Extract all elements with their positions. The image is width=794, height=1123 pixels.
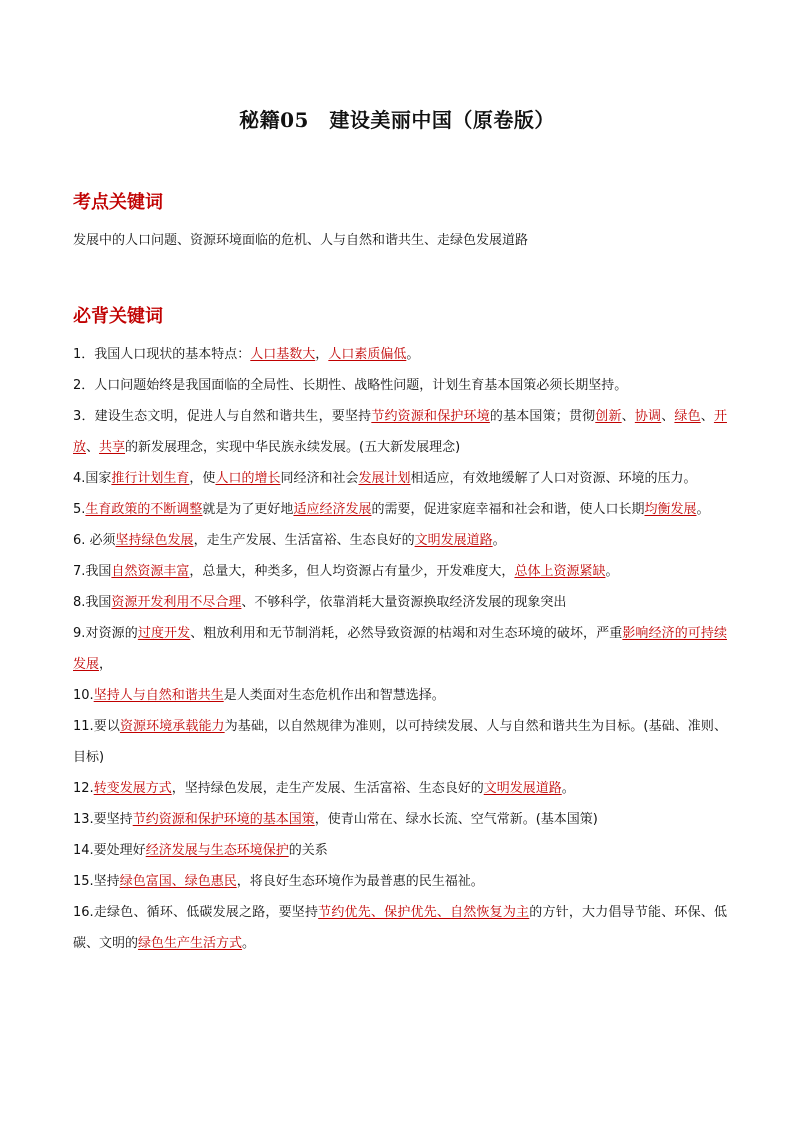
item-text: ，走生产发展、生活富裕、生态良好的 <box>193 533 415 548</box>
item-text: 、粗放利用和无节制消耗，必然导致资源的枯竭和对生态环境的破坏，严重 <box>190 626 623 641</box>
highlighted-keyword: 总体上资源紧缺 <box>514 564 606 579</box>
item-text: 3．建设生态文明，促进人与自然和谐共生，要坚持 <box>73 409 372 424</box>
list-item <box>73 556 727 587</box>
item-text: 同经济和社会 <box>280 471 359 486</box>
list-item <box>73 897 727 959</box>
item-text: ，将良好生态环境作为最普惠的民生福祉。 <box>236 874 484 889</box>
highlighted-keyword: 影响经济的可持续发展 <box>73 626 727 672</box>
item-text: 14.要处理好 <box>73 843 146 858</box>
highlighted-keyword: 人口素质偏低 <box>328 347 407 362</box>
highlighted-keyword: 过度开发 <box>137 626 191 641</box>
item-text: 相适应，有效地缓解了人口对资源、环境的压力。 <box>410 471 697 486</box>
item-text: ，总量大，种类多，但人均资源占有量少，开发难度大， <box>189 564 515 579</box>
item-text: 13.要坚持 <box>73 812 133 827</box>
item-text: 1．我国人口现状的基本特点： <box>73 347 251 362</box>
highlighted-keyword: 节约优先、保护优先、自然恢复为主 <box>318 905 530 920</box>
list-item <box>73 835 727 866</box>
item-text: 6. 必须 <box>73 533 116 548</box>
item-text: 是人类面对生态危机作出和智慧选择。 <box>223 688 445 703</box>
item-text: 2．人口问题始终是我国面临的全局性、长期性、战略性问题，计划生育基本国策必须长期坚持。 <box>73 378 628 393</box>
list-item <box>73 866 727 897</box>
list-item <box>73 463 727 494</box>
highlighted-keyword: 绿色富国、绿色惠民 <box>119 874 237 889</box>
item-text: 7.我国 <box>73 564 112 579</box>
item-text: 。 <box>406 347 420 362</box>
highlighted-keyword: 开放 <box>73 409 727 455</box>
item-text: 、 <box>621 409 635 424</box>
highlighted-keyword: 协调 <box>634 409 662 424</box>
highlighted-keyword: 坚持人与自然和谐共生 <box>93 688 224 703</box>
item-text: 的关系 <box>288 843 328 858</box>
item-text: 11.要以 <box>73 719 120 734</box>
highlighted-keyword: 共享 <box>99 440 126 455</box>
item-text: 。 <box>242 936 256 951</box>
highlighted-keyword: 文明发展道路 <box>414 533 493 548</box>
item-text: 16.走绿色、循环、低碳发展之路，要坚持 <box>73 905 319 920</box>
item-text: 就是为了更好地 <box>202 502 294 517</box>
list-item <box>73 711 727 773</box>
item-text: 、 <box>700 409 714 424</box>
exam-keywords-text: 发展中的人口问题、资源环境面临的危机、人与自然和谐共生、走绿色发展道路 <box>73 233 529 248</box>
highlighted-keyword: 适应经济发展 <box>293 502 372 517</box>
item-text: 10. <box>73 688 94 703</box>
list-item <box>73 494 727 525</box>
item-text: 的新发展理念，实现中华民族永续发展。(五大新发展理念) <box>125 440 461 455</box>
item-text: ，使 <box>189 471 216 486</box>
item-text: 。 <box>492 533 506 548</box>
highlighted-keyword: 生育政策的不断调整 <box>85 502 203 517</box>
list-item <box>73 401 727 463</box>
item-text: 、不够科学，依靠消耗大量资源换取经济发展的现象突出 <box>241 595 567 610</box>
list-item <box>73 804 727 835</box>
list-item <box>73 587 727 618</box>
section-heading-must-memorize: 必背关键词 <box>73 306 163 327</box>
highlighted-keyword: 坚持绿色发展 <box>115 533 194 548</box>
highlighted-keyword: 自然资源丰富 <box>111 564 190 579</box>
item-text: 、 <box>86 440 100 455</box>
item-text: 、 <box>661 409 675 424</box>
highlighted-keyword: 绿色 <box>674 409 701 424</box>
list-item <box>73 339 727 370</box>
highlighted-keyword: 均衡发展 <box>644 502 697 517</box>
item-text: 15.坚持 <box>73 874 120 889</box>
highlighted-keyword: 推行计划生育 <box>111 471 190 486</box>
list-item <box>73 370 727 401</box>
list-item <box>73 525 727 556</box>
item-text: 5. <box>73 502 86 517</box>
highlighted-keyword: 人口基数大 <box>250 347 316 362</box>
page-title: 秘籍05 建设美丽中国（原卷版） <box>239 108 555 132</box>
highlighted-keyword: 转变发展方式 <box>93 781 172 796</box>
highlighted-keyword: 节约资源和保护环境 <box>371 409 490 424</box>
item-text: 。 <box>561 781 575 796</box>
section-heading-exam-keywords: 考点关键词 <box>73 192 163 213</box>
item-text: 。 <box>605 564 619 579</box>
item-text: 12. <box>73 781 94 796</box>
highlighted-keyword: 发展计划 <box>358 471 411 486</box>
item-text: 8.我国 <box>73 595 112 610</box>
item-text: 为基础，以自然规律为准则，以可持续发展、人与自然和谐共生为目标。(基础、准则、目标) <box>73 719 727 765</box>
highlighted-keyword: 资源环境承载能力 <box>119 719 225 734</box>
item-text: 的需要，促进家庭幸福和社会和谐，使人口长期 <box>371 502 645 517</box>
list-item <box>73 773 727 804</box>
item-text: ，使青山常在、绿水长流、空气常新。(基本国策) <box>314 812 598 827</box>
item-text: 。 <box>696 502 710 517</box>
item-text: ， <box>315 347 329 362</box>
highlighted-keyword: 资源开发利用不尽合理 <box>111 595 242 610</box>
list-item <box>73 618 727 680</box>
highlighted-keyword: 绿色生产生活方式 <box>138 936 243 951</box>
keyword-list <box>73 339 727 959</box>
highlighted-keyword: 创新 <box>595 409 622 424</box>
list-item <box>73 680 727 711</box>
item-text: ， <box>99 657 113 672</box>
item-text: 的基本国策；贯彻 <box>489 409 596 424</box>
item-text: 9.对资源的 <box>73 626 138 641</box>
highlighted-keyword: 人口的增长 <box>215 471 281 486</box>
highlighted-keyword: 节约资源和保护环境的基本国策 <box>132 812 315 827</box>
highlighted-keyword: 经济发展与生态环境保护 <box>145 843 289 858</box>
item-text: 的方针，大力倡导节能、环保、低碳、文明的 <box>73 905 727 951</box>
highlighted-keyword: 文明发展道路 <box>483 781 562 796</box>
item-text: 4.国家 <box>73 471 112 486</box>
item-text: ，坚持绿色发展，走生产发展、生活富裕、生态良好的 <box>171 781 484 796</box>
